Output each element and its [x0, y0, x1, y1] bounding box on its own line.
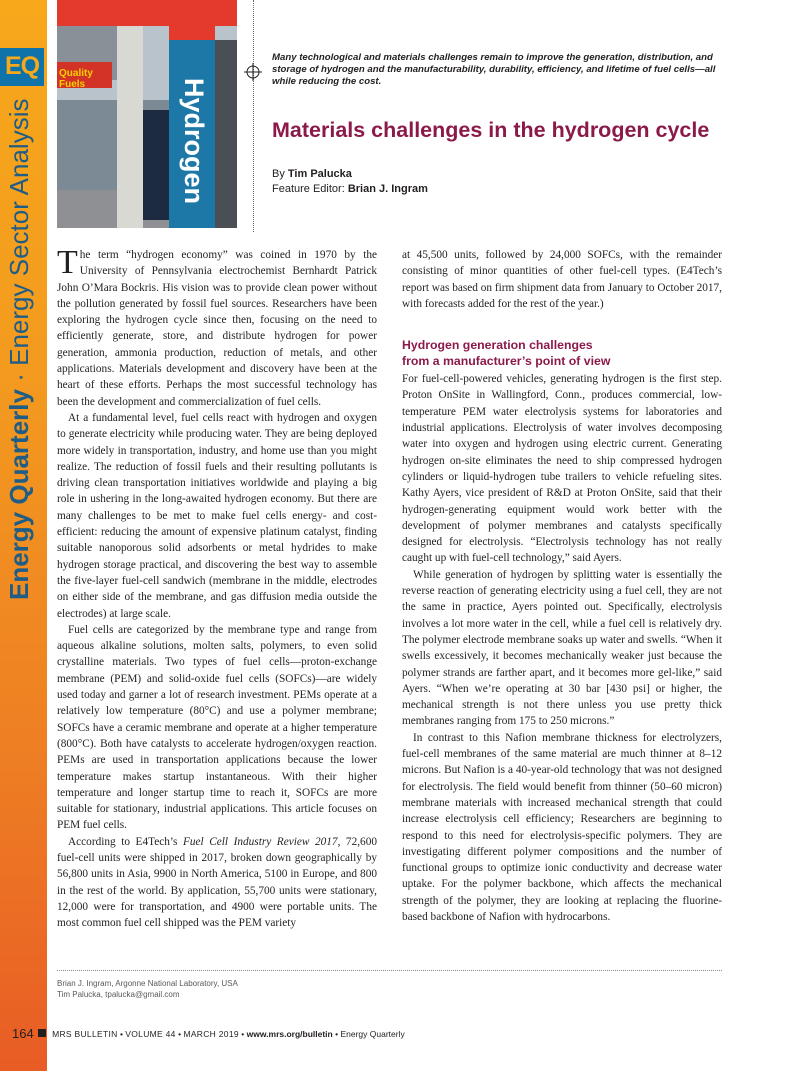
- affiliation-ingram: Brian J. Ingram, Argonne National Laboratory, USA: [57, 979, 238, 988]
- section-title-bold: Energy Quarterly: [4, 389, 34, 600]
- journal-name: MRS BULLETIN: [52, 1029, 118, 1039]
- by-label: By: [272, 168, 285, 180]
- author-affiliations: [57, 978, 238, 1000]
- paragraph-4: [57, 834, 377, 932]
- journal-url[interactable]: www.mrs.org/bulletin: [246, 1029, 333, 1039]
- paragraph-1: [57, 244, 377, 410]
- section-title-separator: ·: [4, 373, 34, 382]
- footer-sep-2: •: [178, 1029, 182, 1039]
- photo-fuel-sign: [57, 62, 112, 88]
- eq-logo: [0, 48, 44, 86]
- footnote-divider: [57, 970, 722, 971]
- section-title-rest: Energy Sector Analysis: [4, 98, 34, 366]
- article-title: Materials challenges in the hydrogen cycle: [272, 118, 710, 142]
- footer-sep-1: •: [119, 1029, 123, 1039]
- issue-date: MARCH 2019: [183, 1029, 239, 1039]
- body-column-right: [402, 247, 722, 925]
- crosshair-icon: [244, 63, 262, 81]
- paragraph-1-text: he term “hydrogen economy” was coined in 1970 by the University of Pennsylvania electrochemist Bernhardt Patrick John O’Mara Bockris. His vision was to provide clean power without the pollution generated by fossil fuel sources. Researchers have been exploring the hydrogen cycle since then, focusing on the need to efficiently generate, store, and distribute hydrogen for power generation, ammonia production, reduction of metals, and other applications. Materials development and discovery have been at the heart of these efforts. Perhaps the most successful technology has been the development and commercialization of fuel cells.: [57, 249, 377, 408]
- byline: [272, 167, 428, 197]
- page-number: 164: [12, 1026, 34, 1041]
- editor-name: Brian J. Ingram: [347, 183, 428, 195]
- photo-pump-text: Hydrogen: [179, 78, 209, 205]
- body-column-left: [57, 244, 377, 931]
- paragraph-2: At a fundamental level, fuel cells react with hydrogen and oxygen to generate electricity while producing water. They are being deployed more widely in transportation, industry, and home use than you might realize. The reduction of fossil fuels and their resulting pollutants is driving clean transportation initiatives worldwide and playing a big role in ushering in the long-awaited hydrogen economy. But there are many challenges to be met to make fuel cells energy- and cost-efficient: reducing the amount of expensive platinum catalyst, finding suitable nanoporous solid adsorbents or metal hydrides to make hydrogen storage practical, and discovering the best way to assemble the five-layer fuel-cell sandwich (membrane in the middle, electrodes on either side of the membrane, and gas diffusion media outside the electrodes) at large scale.: [57, 411, 377, 620]
- paragraph-4-post: , 72,600 fuel-cell units were shipped in 2017, broken down geographically by 56,800 units in Asia, 9900 in North America, 5100 in Europe, and 800 in the rest of the world. By application, 55,700 units were stationary, 12,000 were for transportation, and 4900 were portable units. The most common fuel cell shipped was the PEM variety: [57, 835, 377, 930]
- paragraph-4-pre: According to E4Tech’s: [68, 835, 183, 848]
- report-title: Fuel Cell Industry Review 2017: [182, 835, 338, 848]
- footer-sep-3: •: [241, 1029, 245, 1039]
- paragraph-7: While generation of hydrogen by splitting water is essentially the reverse reaction of generating electricity using a fuel cell, they are not the same in practice, Ayers pointed out. Specifically, electrolysis involves a lot more water in the cell, while a fuel cell is relatively dry. The polymer electrode membrane soaks up water and swells. “When it swells excessively, it becomes mechanically weaker just because the polymer strands are farther apart, and it becomes more gel-like,” said Ayers. “When we’re operating at 30 bar [430 psi] or higher, the mechanical strength is not there unless you use pretty thick membranes ranging from 175 to 250 microns.”: [402, 568, 722, 728]
- hydrogen-station-photo: [57, 0, 237, 228]
- paragraph-3: Fuel cells are categorized by the membrane type and range from aqueous alkaline solutions, molten salts, polymers, to even solid crystalline materials. Two types of fuel cells—proton-exchange membrane (PEM) and solid-oxide fuel cells (SOFCs)—are widely used today and garner a lot of research investment. PEMs operate at a relatively low temperature (80°C) and use a polymer membrane; SOFCs have a ceramic membrane and operate at a higher temperature (800°C). Both have catalysts to accelerate hydrogen/oxygen reaction. PEMs are used in transportation applications because the lower temperature makes startup instantaneous. With their higher temperature and longer startup time to reach it, SOFCs are more suitable for stationary, industrial applications. This article focuses on PEM fuel cells.: [57, 623, 377, 832]
- section-heading-line1: Hydrogen generation challenges: [402, 338, 593, 353]
- footer-sep-4: •: [335, 1029, 339, 1039]
- eq-logo-text: EQ: [5, 52, 40, 80]
- section-title-vertical: [4, 99, 35, 600]
- affiliation-palucka: Tim Palucka, tpalucka@gmail.com: [57, 990, 180, 999]
- footer-section: Energy Quarterly: [340, 1029, 405, 1039]
- drop-cap: T: [57, 244, 78, 281]
- header-divider: [253, 0, 254, 232]
- footer-square-icon: [38, 1029, 46, 1037]
- section-heading: [402, 338, 722, 369]
- section-heading-line2: from a manufacturer’s point of view: [402, 353, 611, 368]
- photo-sign-text: Quality Fuels: [59, 68, 93, 90]
- article-intro: Many technological and materials challenges remain to improve the generation, distribution, and storage of hydrogen and the manufacturability, durability, efficiency, and lifetime of fuel cells—all while reducing the cost.: [272, 52, 716, 87]
- photo-pump-top: [169, 0, 215, 40]
- author-name: Tim Palucka: [287, 168, 352, 180]
- paragraph-8: In contrast to this Nafion membrane thickness for electrolyzers, fuel-cell membranes of the same material are much thinner at 8–12 microns. But Nafion is a 40-year-old technology that was not designed for electrolysis. The field would benefit from thinner (50–60 micron) membrane materials with increased mechanical strength that could increase electrolysis cell efficiency; Researchers are beginning to respond to this need for electrolysis-specific polymers. They are investigating different polymer compositions and the number of functional groups to optimize ionic conductivity and decrease water uptake. For the polymer backbone, which affects the mechanical strength of the polymer, they are looking at replacing the fluorine-based backbone of Nafion with hydrocarbons.: [402, 731, 722, 923]
- photo-pillar: [117, 0, 143, 228]
- page-footer: [12, 1025, 405, 1040]
- paragraph-6: For fuel-cell-powered vehicles, generating hydrogen is the first step. Proton OnSite in Wallingford, Conn., produces commercial, low-temperature PEM water electrolysis systems for laboratories and industrial applications. Electrolysis of water involves decomposing water into oxygen and hydrogen using electric current. Generating hydrogen on-site eliminates the need to ship compressed hydrogen cylinders or liquid-hydrogen tube trailers to vehicle refueling sites. Kathy Ayers, vice president of R&D at Proton OnSite, said that their hydrogen-generating equipment would work better with the development of polymer membranes and catalysts specifically designed for electrolysis. “Electrolysis technology has not really caught up with fuel-cell technology,” said Ayers.: [402, 373, 722, 565]
- photo-hose: [215, 40, 237, 228]
- sidebar-band: [0, 0, 47, 1071]
- paragraph-5: at 45,500 units, followed by 24,000 SOFCs, with the remainder consisting of minor quantities of other fuel-cell types. (E4Tech’s report was based on firm shipment data from January to October 2017, with forecasts added for the rest of the year.): [402, 249, 722, 310]
- editor-label: Feature Editor:: [272, 183, 345, 195]
- journal-volume: VOLUME 44: [125, 1029, 176, 1039]
